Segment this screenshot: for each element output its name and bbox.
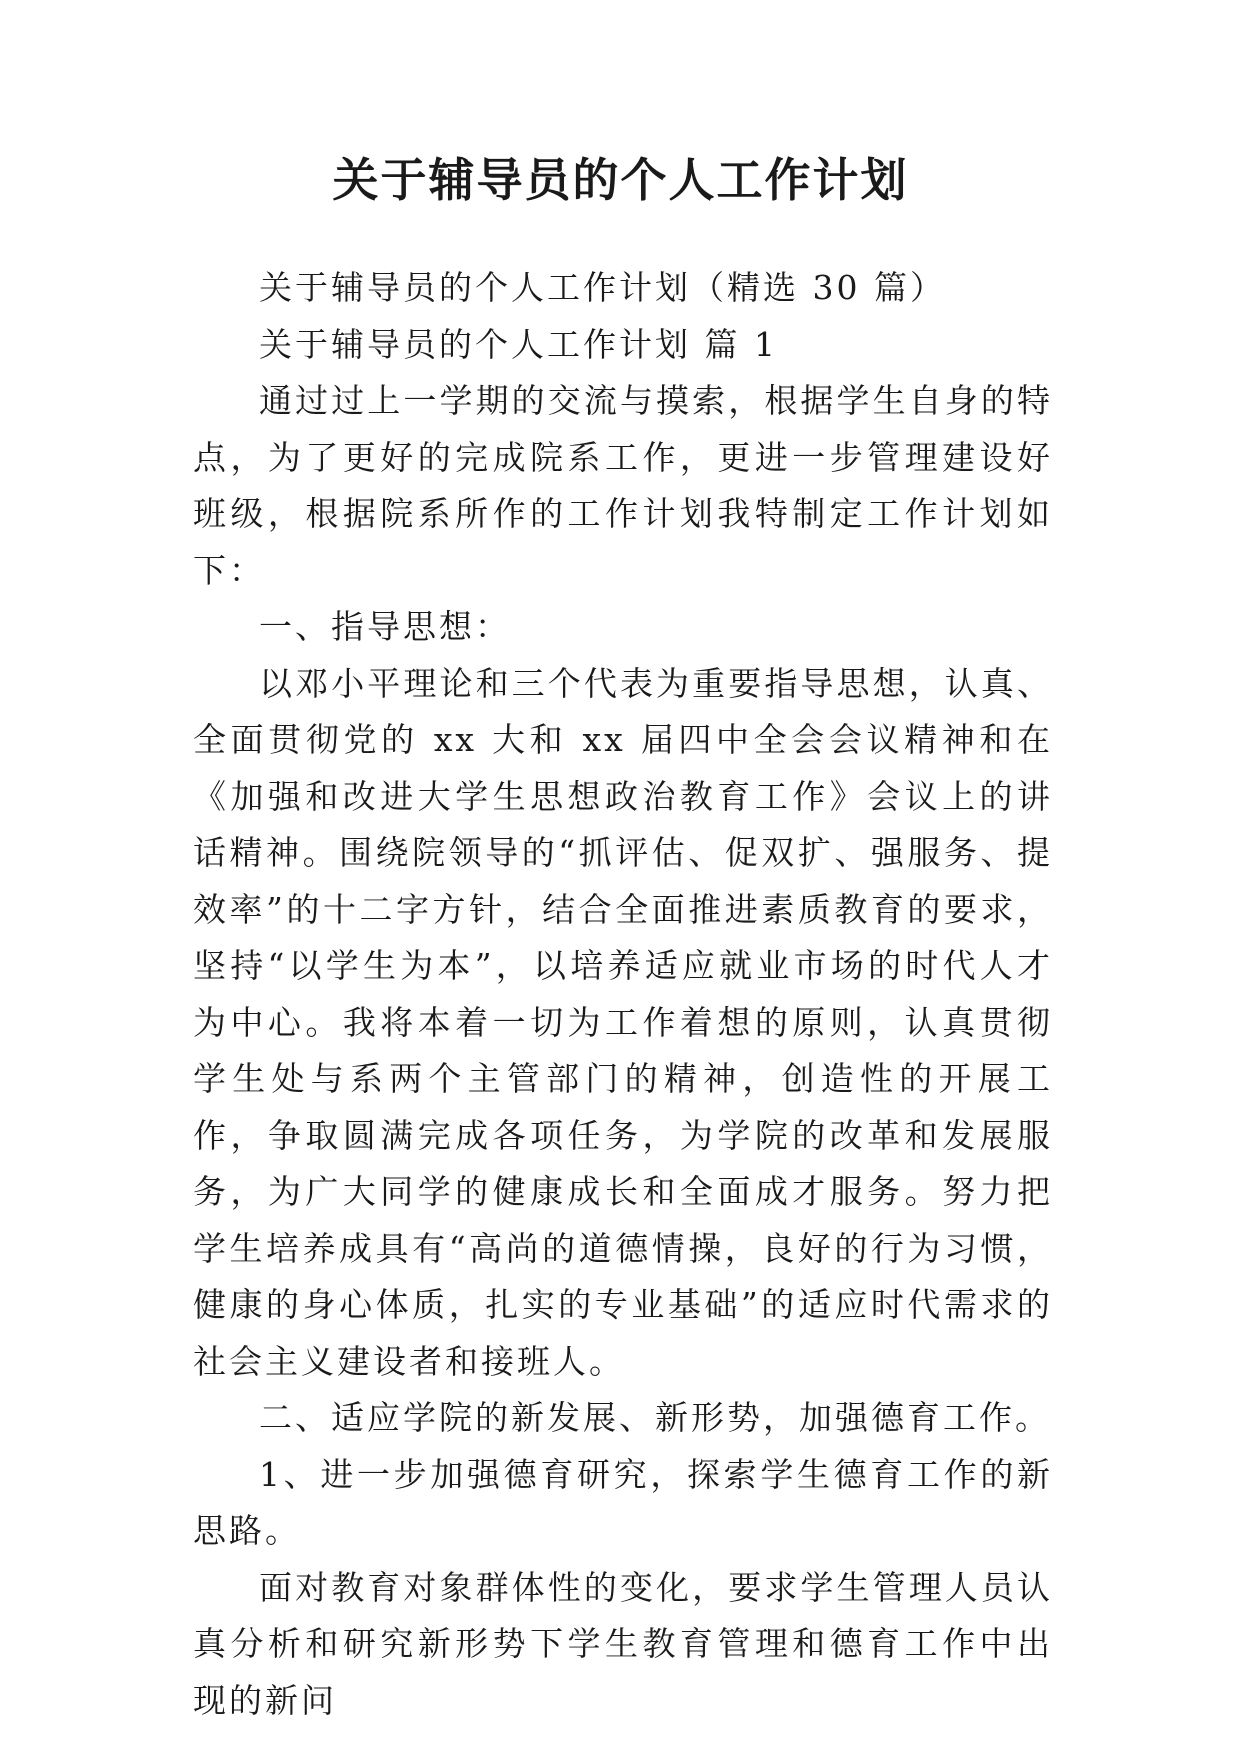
paragraph-heading-moral-education: 二、适应学院的新发展、新形势，加强德育工作。 — [259, 1398, 1051, 1437]
paragraph-item-1: 1、进一步加强德育研究，探索学生德育工作的新思路。 — [193, 1454, 1053, 1550]
paragraph-heading-guiding-ideology: 一、指导思想： — [259, 607, 511, 646]
paragraph-section-heading: 关于辅导员的个人工作计划 篇 1 — [259, 324, 778, 364]
document-body — [193, 260, 1053, 1729]
paragraph-subtitle: 关于辅导员的个人工作计划（精选 30 篇） — [259, 268, 946, 307]
paragraph-analysis: 面对教育对象群体性的变化，要求学生管理人员认真分析和研究新形势下学生教育管理和德育工作中出现的新问 — [193, 1567, 1053, 1720]
document-title: 关于辅导员的个人工作计划 — [332, 153, 909, 207]
paragraph-guiding-ideology: 以邓小平理论和三个代表为重要指导思想，认真、全面贯彻党的 xx 大和 xx 届四中全会会议精神和在《加强和改进大学生思想政治教育工作》会议上的讲话精神。围绕院领导的“抓评估、促双扩、强服务、提效率”的十二字方针，结合全面推进素质教育的要求，坚持“以学生为本”，以培养适应就业市场的时代人才为中心。我将本着一切为工作着想的原则，认真贯彻学生处与系两个主管部门的精神，创造性的开展工作，争取圆满完成各项任务，为学院的改革和发展服务，为广大同学的健康成长和全面成才服务。努力把学生培养成具有“高尚的道德情操，良好的行为习惯，健康的身心体质，扎实的专业基础”的适应时代需求的社会主义建设者和接班人。 — [193, 663, 1053, 1381]
paragraph-intro: 通过过上一学期的交流与摸索，根据学生自身的特点，为了更好的完成院系工作，更进一步管理建设好班级，根据院系所作的工作计划我特制定工作计划如下： — [193, 381, 1053, 590]
